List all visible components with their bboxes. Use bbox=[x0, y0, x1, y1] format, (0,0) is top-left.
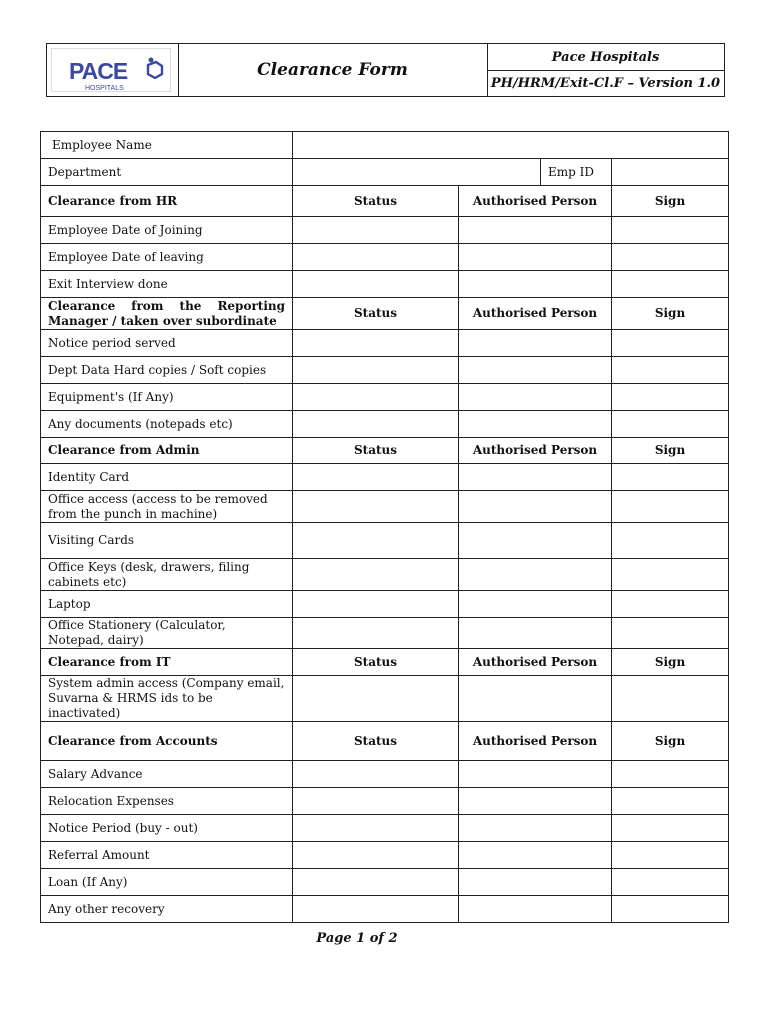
table-row bbox=[41, 559, 729, 591]
item-label: Loan (If Any) bbox=[41, 869, 293, 896]
item-label: Office Stationery (Calculator, Notepad, dairy) bbox=[41, 618, 293, 649]
authorised-cell[interactable] bbox=[459, 523, 612, 559]
item-label: Identity Card bbox=[41, 464, 293, 491]
sign-cell[interactable] bbox=[612, 384, 729, 411]
authorised-cell[interactable] bbox=[459, 271, 612, 298]
table-row bbox=[41, 411, 729, 438]
sign-cell[interactable] bbox=[612, 761, 729, 788]
table-row bbox=[41, 676, 729, 722]
authorised-header: Authorised Person bbox=[459, 438, 612, 464]
sign-cell[interactable] bbox=[612, 591, 729, 618]
status-header: Status bbox=[293, 186, 459, 217]
sign-cell[interactable] bbox=[612, 869, 729, 896]
status-cell[interactable] bbox=[293, 896, 459, 923]
sign-cell[interactable] bbox=[612, 618, 729, 649]
logo-cell bbox=[47, 44, 179, 96]
status-header: Status bbox=[293, 298, 459, 330]
status-header: Status bbox=[293, 722, 459, 761]
status-cell[interactable] bbox=[293, 618, 459, 649]
item-label: Referral Amount bbox=[41, 842, 293, 869]
authorised-header: Authorised Person bbox=[459, 649, 612, 676]
authorised-cell[interactable] bbox=[459, 761, 612, 788]
organization-name: Pace Hospitals bbox=[487, 44, 724, 71]
logo-mark-icon bbox=[144, 57, 164, 79]
authorised-cell[interactable] bbox=[459, 591, 612, 618]
section-title: Clearance from Accounts bbox=[41, 722, 293, 761]
section-title: Clearance from HR bbox=[41, 186, 293, 217]
table-row bbox=[41, 384, 729, 411]
item-label: Equipment's (If Any) bbox=[41, 384, 293, 411]
table-row bbox=[41, 896, 729, 923]
sign-cell[interactable] bbox=[612, 491, 729, 523]
item-label: Any documents (notepads etc) bbox=[41, 411, 293, 438]
section-header-accounts bbox=[41, 722, 729, 761]
form-title: Clearance Form bbox=[178, 44, 488, 96]
emp-id-label: Emp ID bbox=[541, 159, 612, 186]
sign-cell[interactable] bbox=[612, 271, 729, 298]
item-label: Visiting Cards bbox=[41, 523, 293, 559]
sign-cell[interactable] bbox=[612, 244, 729, 271]
table-row bbox=[41, 357, 729, 384]
table-row bbox=[41, 330, 729, 357]
item-label: Any other recovery bbox=[41, 896, 293, 923]
section-title: Clearance from Admin bbox=[41, 438, 293, 464]
status-cell[interactable] bbox=[293, 217, 459, 244]
status-cell[interactable] bbox=[293, 591, 459, 618]
logo-subtext: HOSPITALS bbox=[85, 85, 124, 92]
authorised-cell[interactable] bbox=[459, 244, 612, 271]
document-code: PH/HRM/Exit-Cl.F – Version 1.0 bbox=[490, 76, 721, 91]
item-label: Office Keys (desk, drawers, filing cabinets etc) bbox=[41, 559, 293, 591]
status-cell[interactable] bbox=[293, 491, 459, 523]
authorised-cell[interactable] bbox=[459, 896, 612, 923]
status-header: Status bbox=[293, 649, 459, 676]
table-row bbox=[41, 464, 729, 491]
item-label: Employee Date of Joining bbox=[41, 217, 293, 244]
sign-cell[interactable] bbox=[612, 464, 729, 491]
authorised-cell[interactable] bbox=[459, 464, 612, 491]
table-row bbox=[41, 761, 729, 788]
department-row bbox=[41, 159, 729, 186]
header-info bbox=[487, 44, 724, 96]
status-cell[interactable] bbox=[293, 842, 459, 869]
status-cell[interactable] bbox=[293, 761, 459, 788]
table-row bbox=[41, 523, 729, 559]
emp-id-field[interactable] bbox=[612, 159, 729, 186]
status-cell[interactable] bbox=[293, 464, 459, 491]
table-row bbox=[41, 271, 729, 298]
authorised-cell[interactable] bbox=[459, 217, 612, 244]
table-row bbox=[41, 618, 729, 649]
status-cell[interactable] bbox=[293, 384, 459, 411]
status-cell[interactable] bbox=[293, 559, 459, 591]
section-header-hr bbox=[41, 186, 729, 217]
status-cell[interactable] bbox=[293, 271, 459, 298]
sign-cell[interactable] bbox=[612, 842, 729, 869]
sign-cell[interactable] bbox=[612, 411, 729, 438]
status-cell[interactable] bbox=[293, 357, 459, 384]
authorised-cell[interactable] bbox=[459, 330, 612, 357]
document-header bbox=[46, 43, 725, 97]
item-label: Notice period served bbox=[41, 330, 293, 357]
authorised-cell[interactable] bbox=[459, 384, 612, 411]
authorised-cell[interactable] bbox=[459, 788, 612, 815]
section-header-it bbox=[41, 649, 729, 676]
department-field[interactable] bbox=[293, 159, 541, 186]
employee-name-field[interactable] bbox=[293, 132, 729, 159]
sign-header: Sign bbox=[612, 722, 729, 761]
sign-cell[interactable] bbox=[612, 788, 729, 815]
authorised-cell[interactable] bbox=[459, 491, 612, 523]
authorised-cell[interactable] bbox=[459, 559, 612, 591]
sign-header: Sign bbox=[612, 438, 729, 464]
clearance-table bbox=[40, 131, 729, 923]
sign-cell[interactable] bbox=[612, 676, 729, 722]
sign-header: Sign bbox=[612, 298, 729, 330]
department-label: Department bbox=[41, 159, 293, 186]
status-cell[interactable] bbox=[293, 330, 459, 357]
employee-name-row bbox=[41, 132, 729, 159]
authorised-cell[interactable] bbox=[459, 618, 612, 649]
authorised-cell[interactable] bbox=[459, 842, 612, 869]
item-label: Dept Data Hard copies / Soft copies bbox=[41, 357, 293, 384]
item-label: Exit Interview done bbox=[41, 271, 293, 298]
item-label: Office access (access to be removed from the punch in machine) bbox=[41, 491, 293, 523]
table-row bbox=[41, 491, 729, 523]
status-cell[interactable] bbox=[293, 815, 459, 842]
hospital-logo bbox=[51, 48, 171, 92]
table-row bbox=[41, 244, 729, 271]
sign-header: Sign bbox=[612, 186, 729, 217]
section-title: Clearance from IT bbox=[41, 649, 293, 676]
sign-cell[interactable] bbox=[612, 896, 729, 923]
section-header-manager bbox=[41, 298, 729, 330]
section-title: Clearance from the Reporting Manager / taken over subordinate bbox=[41, 298, 293, 330]
logo-text: PACE bbox=[69, 58, 128, 84]
sign-cell[interactable] bbox=[612, 815, 729, 842]
authorised-cell[interactable] bbox=[459, 357, 612, 384]
status-cell[interactable] bbox=[293, 869, 459, 896]
authorised-cell[interactable] bbox=[459, 676, 612, 722]
sign-cell[interactable] bbox=[612, 523, 729, 559]
section-header-admin bbox=[41, 438, 729, 464]
status-cell[interactable] bbox=[293, 788, 459, 815]
sign-cell[interactable] bbox=[612, 559, 729, 591]
table-row bbox=[41, 815, 729, 842]
item-label: Employee Date of leaving bbox=[41, 244, 293, 271]
authorised-cell[interactable] bbox=[459, 869, 612, 896]
item-label: Laptop bbox=[41, 591, 293, 618]
item-label: System admin access (Company email, Suvarna & HRMS ids to be inactivated) bbox=[41, 676, 293, 722]
sign-cell[interactable] bbox=[612, 217, 729, 244]
table-row bbox=[41, 217, 729, 244]
authorised-cell[interactable] bbox=[459, 411, 612, 438]
status-header: Status bbox=[293, 438, 459, 464]
authorised-header: Authorised Person bbox=[459, 298, 612, 330]
page-number: Page 1 of 2 bbox=[316, 931, 398, 946]
status-cell[interactable] bbox=[293, 523, 459, 559]
status-cell[interactable] bbox=[293, 244, 459, 271]
sign-cell[interactable] bbox=[612, 330, 729, 357]
status-cell[interactable] bbox=[293, 411, 459, 438]
table-row bbox=[41, 869, 729, 896]
status-cell[interactable] bbox=[293, 676, 459, 722]
table-row bbox=[41, 788, 729, 815]
table-row bbox=[41, 842, 729, 869]
employee-name-label: Employee Name bbox=[41, 132, 293, 159]
sign-header: Sign bbox=[612, 649, 729, 676]
authorised-cell[interactable] bbox=[459, 815, 612, 842]
authorised-header: Authorised Person bbox=[459, 722, 612, 761]
authorised-header: Authorised Person bbox=[459, 186, 612, 217]
item-label: Relocation Expenses bbox=[41, 788, 293, 815]
table-row bbox=[41, 591, 729, 618]
sign-cell[interactable] bbox=[612, 357, 729, 384]
item-label: Notice Period (buy - out) bbox=[41, 815, 293, 842]
item-label: Salary Advance bbox=[41, 761, 293, 788]
